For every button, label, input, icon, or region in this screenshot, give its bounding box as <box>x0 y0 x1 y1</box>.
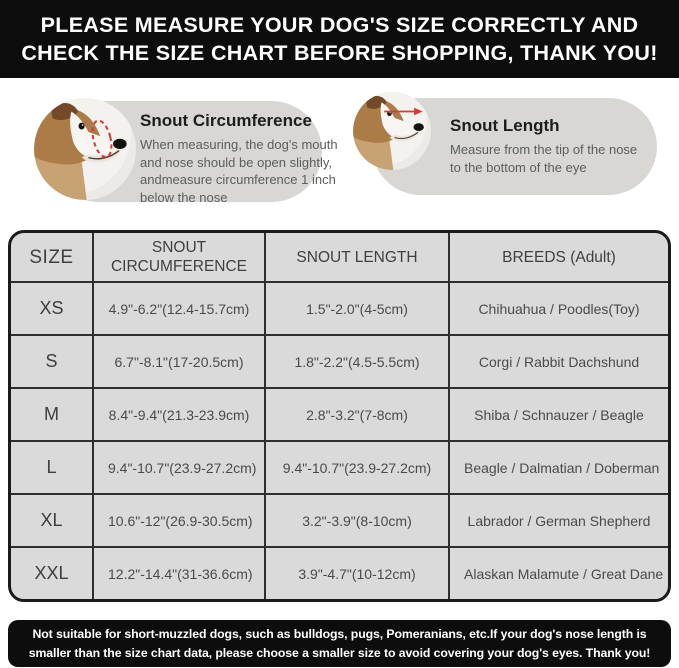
size-cell: S <box>11 335 93 388</box>
breeds-cell: Corgi / Rabbit Dachshund <box>449 335 668 388</box>
banner-line-1: PLEASE MEASURE YOUR DOG'S SIZE CORRECTLY AND <box>40 13 639 37</box>
table-row-s <box>11 335 668 388</box>
dog-snout-length-photo <box>353 92 431 170</box>
circumference-cell: 9.4"-10.7"(23.9-27.2cm) <box>93 441 265 494</box>
bottom-note-bar <box>8 620 671 667</box>
breeds-cell: Chihuahua / Poodles(Toy) <box>449 282 668 335</box>
size-chart-table <box>11 233 668 599</box>
circumference-cell: 12.2"-14.4"(31-36.6cm) <box>93 547 265 599</box>
dog-snout-circumference-photo <box>34 98 136 200</box>
snout-circumference-guide <box>48 101 338 205</box>
top-warning-banner <box>0 0 679 78</box>
guide-desc-line: andmeasure circumference 1 inch <box>140 172 336 187</box>
circumference-cell: 8.4"-9.4"(21.3-23.9cm) <box>93 388 265 441</box>
length-cell: 2.8"-3.2"(7-8cm) <box>265 388 449 441</box>
breeds-cell: Labrador / German Shepherd <box>449 494 668 547</box>
guide-desc-line: and nose should be open slightly, <box>140 154 333 170</box>
size-chart-table-container <box>8 230 671 602</box>
table-row-xs <box>11 282 668 335</box>
header-breeds: BREEDS (Adult) <box>449 233 668 282</box>
size-cell: XXL <box>11 547 93 599</box>
table-header-row <box>11 233 668 282</box>
note-line-2: smaller than the size chart data, please choose a smaller size to avoid covering your dog's eyes. Thank you! <box>28 645 651 660</box>
snout-circumference-text <box>140 111 338 206</box>
size-cell: M <box>11 388 93 441</box>
header-snout-length: SNOUT LENGTH <box>265 233 449 282</box>
breeds-cell: Alaskan Malamute / Great Dane <box>464 565 664 582</box>
guide-desc-line: to the bottom of the eye <box>450 159 587 175</box>
length-cell: 9.4"-10.7"(23.9-27.2cm) <box>265 441 449 494</box>
banner-line-2: CHECK THE SIZE CHART BEFORE SHOPPING, THANK YOU! <box>21 41 658 65</box>
circumference-cell: 10.6"-12"(26.9-30.5cm) <box>93 494 265 547</box>
table-row-m <box>11 388 668 441</box>
note-line-1: Not suitable for short-muzzled dogs, such as bulldogs, pugs, Pomeranians, etc.If your dog's nose length is <box>32 626 647 641</box>
circumference-cell: 4.9"-6.2"(12.4-15.7cm) <box>93 282 265 335</box>
guide-title: Snout Circumference <box>140 111 312 130</box>
guide-desc-line: Measure from the tip of the nose <box>450 142 638 157</box>
dog-head-illustration <box>34 98 136 200</box>
guide-title: Snout Length <box>450 116 560 135</box>
breeds-cell: Shiba / Schnauzer / Beagle <box>449 388 668 441</box>
table-row-l <box>11 441 668 494</box>
breeds-cell: Beagle / Dalmatian / Doberman <box>449 441 668 494</box>
guide-desc-line: below the nose <box>140 189 228 205</box>
table-row-xxl <box>11 547 668 599</box>
dog-head-illustration <box>353 92 431 170</box>
length-cell: 1.8"-2.2"(4.5-5.5cm) <box>265 335 449 388</box>
length-cell: 1.5"-2.0"(4-5cm) <box>265 282 449 335</box>
snout-length-guide <box>372 98 657 195</box>
length-cell: 3.2"-3.9"(8-10cm) <box>265 494 449 547</box>
measuring-guides <box>0 78 679 230</box>
snout-length-text <box>450 116 637 176</box>
header-snout-circumference: SNOUT CIRCUMFERENCE <box>93 233 265 282</box>
table-row-xl <box>11 494 668 547</box>
size-cell: XS <box>11 282 93 335</box>
guide-desc-line: When measuring, the dog's mouth <box>140 137 338 152</box>
circumference-cell: 6.7"-8.1"(17-20.5cm) <box>93 335 265 388</box>
length-cell: 3.9"-4.7"(10-12cm) <box>265 547 449 599</box>
header-size: SIZE <box>11 233 93 282</box>
size-cell: L <box>11 441 93 494</box>
size-cell: XL <box>11 494 93 547</box>
